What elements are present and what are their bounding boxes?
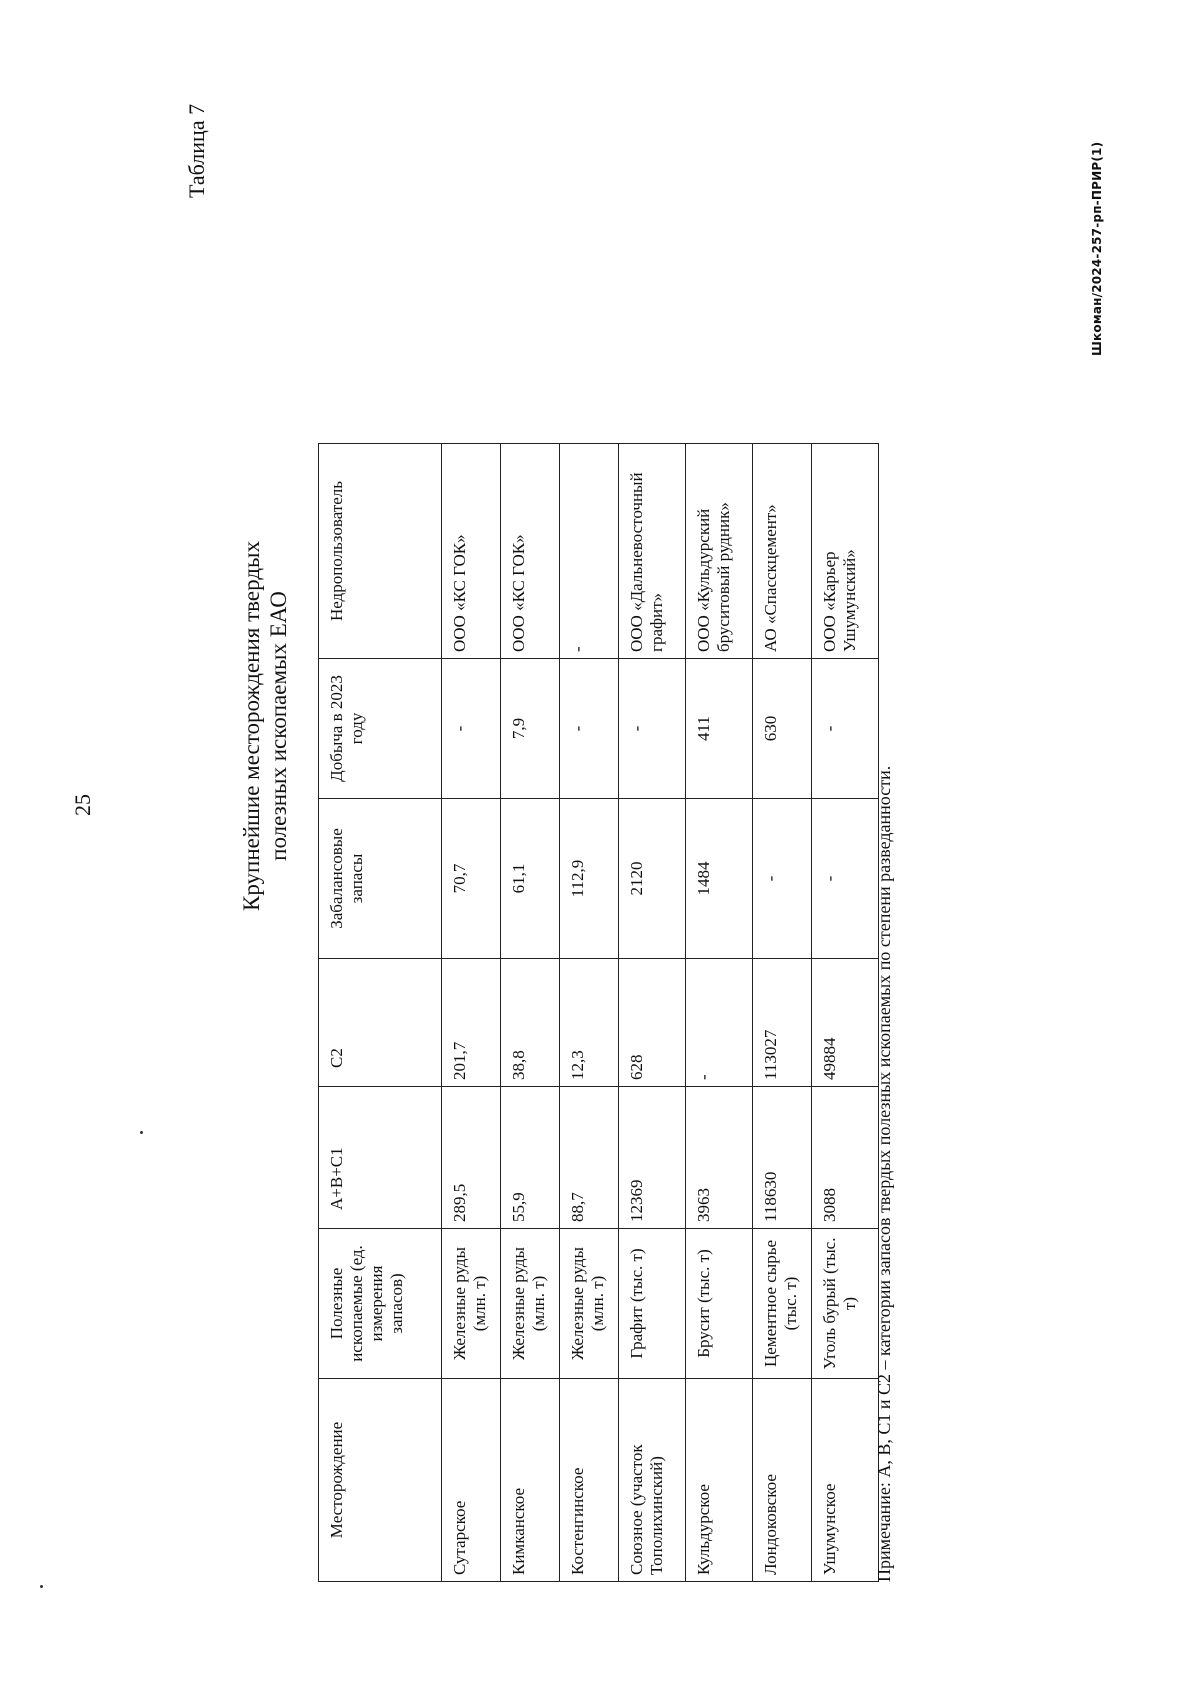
cell-abc1: 3963 [686, 1087, 753, 1229]
header-minerals: Полезные ископаемые (ед. измерения запасов) [319, 1229, 442, 1379]
table-row [753, 444, 812, 1582]
cell-abc1: 3088 [812, 1087, 879, 1229]
header-deposit: Месторождение [319, 1379, 442, 1582]
cell-c2: 201,7 [442, 959, 501, 1087]
cell-subsoil-user: ООО «Дальневосточный графит» [619, 444, 686, 659]
page-number: 25 [70, 794, 95, 816]
cell-mineral: Брусит (тыс. т) [686, 1229, 753, 1379]
scan-speck [140, 1131, 143, 1134]
table-row [619, 444, 686, 1582]
table-title [238, 276, 292, 1176]
cell-production: 7,9 [501, 659, 560, 799]
cell-off-balance: 2120 [619, 799, 686, 959]
cell-mineral: Железные руды (млн. т) [442, 1229, 501, 1379]
table-row [686, 444, 753, 1582]
cell-subsoil-user: ООО «КС ГОК» [501, 444, 560, 659]
cell-mineral: Графит (тыс. т) [619, 1229, 686, 1379]
cell-off-balance: 61,1 [501, 799, 560, 959]
table-title-line: полезных ископаемых ЕАО [266, 591, 291, 861]
cell-c2: 113027 [753, 959, 812, 1087]
cell-off-balance: - [812, 799, 879, 959]
table-row [560, 444, 619, 1582]
header-production-2023: Добыча в 2023 году [319, 659, 442, 799]
cell-abc1: 55,9 [501, 1087, 560, 1229]
cell-subsoil-user: - [560, 444, 619, 659]
cell-off-balance: - [753, 799, 812, 959]
cell-deposit: Кимканское [501, 1379, 560, 1582]
cell-off-balance: 70,7 [442, 799, 501, 959]
table-header-row [319, 444, 442, 1582]
cell-c2: 12,3 [560, 959, 619, 1087]
cell-abc1: 289,5 [442, 1087, 501, 1229]
cell-subsoil-user: АО «Спасскцемент» [753, 444, 812, 659]
table-row [812, 444, 879, 1582]
cell-mineral: Железные руды (млн. т) [560, 1229, 619, 1379]
cell-deposit: Лондоковское [753, 1379, 812, 1582]
cell-production: - [619, 659, 686, 799]
cell-c2: 628 [619, 959, 686, 1087]
cell-abc1: 118630 [753, 1087, 812, 1229]
cell-production: 411 [686, 659, 753, 799]
table-label: Таблица 7 [184, 103, 209, 198]
cell-subsoil-user: ООО «Кульдурский бруситовый рудник» [686, 444, 753, 659]
cell-subsoil-user: ООО «КС ГОК» [442, 444, 501, 659]
cell-deposit: Союзное (участок Тополихинский) [619, 1379, 686, 1582]
cell-c2: 38,8 [501, 959, 560, 1087]
header-off-balance: Забалансовые запасы [319, 799, 442, 959]
cell-production: - [560, 659, 619, 799]
cell-deposit: Кульдурское [686, 1379, 753, 1582]
cell-deposit: Костенгинское [560, 1379, 619, 1582]
cell-subsoil-user: ООО «Карьер Ушумунский» [812, 444, 879, 659]
header-c2: C2 [319, 959, 442, 1087]
cell-mineral: Железные руды (млн. т) [501, 1229, 560, 1379]
cell-deposit: Сутарское [442, 1379, 501, 1582]
cell-c2: - [686, 959, 753, 1087]
cell-abc1: 88,7 [560, 1087, 619, 1229]
cell-off-balance: 1484 [686, 799, 753, 959]
table-row [442, 444, 501, 1582]
table-row [501, 444, 560, 1582]
cell-c2: 49884 [812, 959, 879, 1087]
cell-mineral: Уголь бурый (тыс. т) [812, 1229, 879, 1379]
cell-production: - [442, 659, 501, 799]
deposits-table [318, 443, 879, 1582]
document-footer-code: Шкоман/2024-257-рп-ПРИР(1) [1090, 141, 1104, 356]
cell-off-balance: 112,9 [560, 799, 619, 959]
table-note: Примечание: А, В, С1 и С2 – категории запасов твердых полезных ископаемых по степени разведанности. [874, 765, 894, 1582]
cell-production: - [812, 659, 879, 799]
cell-abc1: 12369 [619, 1087, 686, 1229]
header-subsoil-user: Недропользователь [319, 444, 442, 659]
cell-mineral: Цементное сырье (тыс. т) [753, 1229, 812, 1379]
cell-production: 630 [753, 659, 812, 799]
header-abc1: A+B+C1 [319, 1087, 442, 1229]
cell-deposit: Ушумунское [812, 1379, 879, 1582]
table-title-line: Крупнейшие месторождения твердых [239, 541, 264, 911]
scan-speck [40, 1585, 43, 1588]
